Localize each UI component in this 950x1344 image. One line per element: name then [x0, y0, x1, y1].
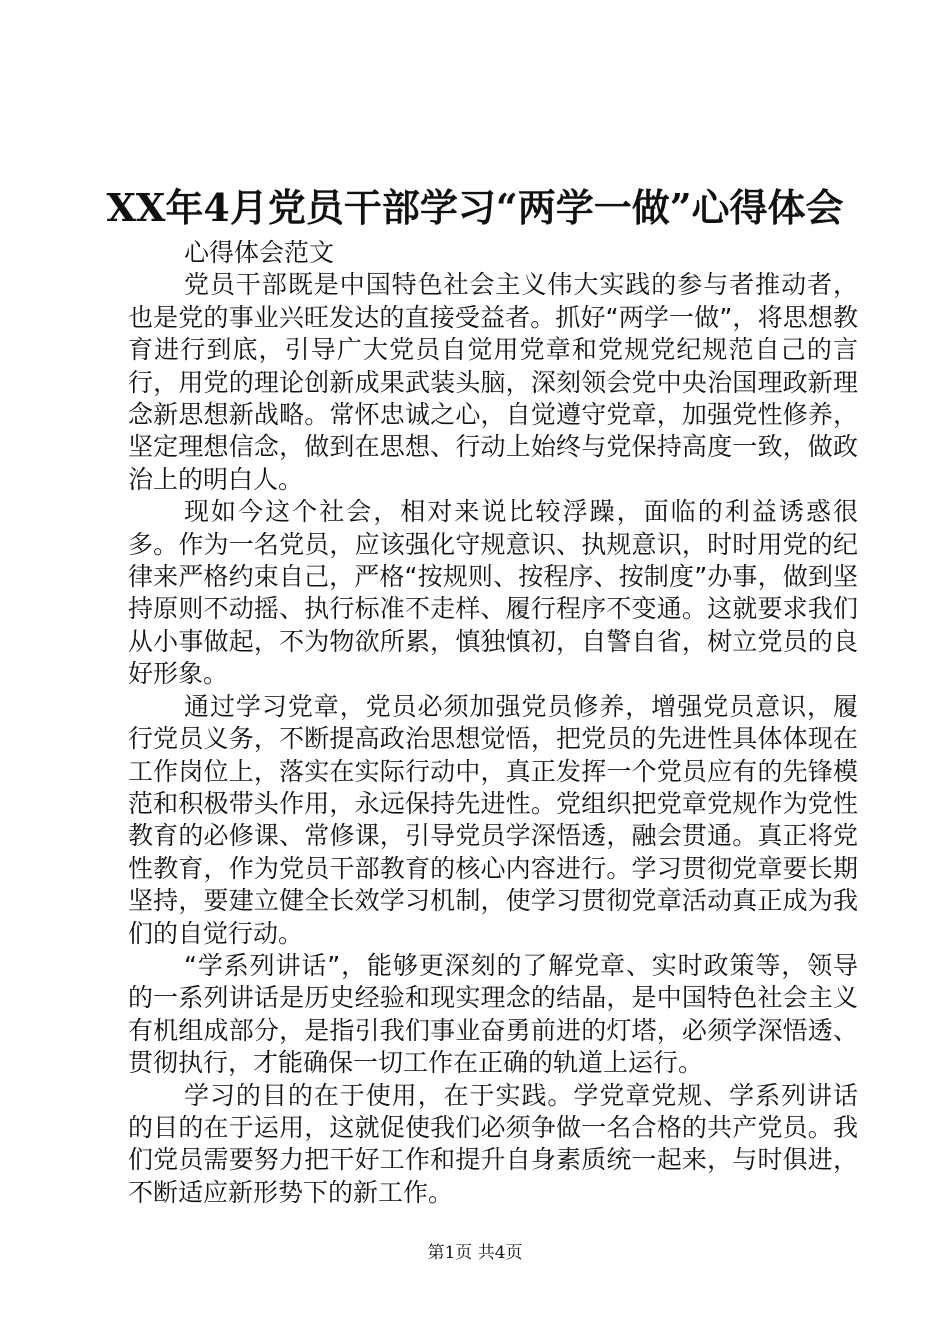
paragraph-5: 学习的目的在于使用，在于实践。学党章党规、学系列讲话的目的在于运用，这就促使我们必须争做一名合格的共产党员。我们党员需要努力把干好工作和提升自身素质统一起来，与时俱进，不断适应新形势下的新工作。 [128, 1080, 858, 1207]
paragraph-4: “学系列讲话”，能够更深刻的了解党章、实时政策等，领导的一系列讲话是历史经验和现实理念的结晶，是中国特色社会主义有机组成部分，是指引我们事业奋勇前进的灯塔，必须学深悟透、贯彻执行，才能确保一切工作在正确的轨道上运行。 [128, 950, 858, 1078]
page-number-footer: 第1页 共4页 [427, 1243, 523, 1263]
document-subtitle: 心得体会范文 [184, 238, 335, 267]
paragraph-1: 党员干部既是中国特色社会主义伟大实践的参与者推动者，也是党的事业兴旺发达的直接受益者。抓好“两学一做”，将思想教育进行到底，引导广大党员自觉用党章和党规党纪规范自己的言行，用党的理论创新成果武装头脑，深刻领会党中央治国理政新理念新思想新战略。常怀忠诚之心，自觉遵守党章，加强党性修养，坚定理想信念，做到在思想、行动上始终与党保持高度一致，做政治上的明白人。 [128, 270, 858, 494]
paragraph-3: 通过学习党章，党员必须加强党员修养，增强党员意识，履行党员义务，不断提高政治思想觉悟，把党员的先进性具体体现在工作岗位上，落实在实际行动中，真正发挥一个党员应有的先锋模范和积极带头作用，永远保持先进性。党组织把党章党规作为党性教育的必修课、常修课，引导党员学深悟透，融会贯通。真正将党性教育，作为党员干部教育的核心内容进行。学习贯彻党章要长期坚持，要建立健全长效学习机制，使学习贯彻党章活动真正成为我们的自觉行动。 [128, 691, 858, 948]
document-title: XX年4月党员干部学习“两学一做”心得体会 [106, 185, 844, 230]
document-body [128, 237, 858, 1209]
paragraph-2: 现如今这个社会，相对来说比较浮躁，面临的利益诱惑很多。作为一名党员，应该强化守规意识、执规意识，时时用党的纪律来严格约束自己，严格“按规则、按程序、按制度”办事，做到坚持原则不动摇、执行标准不走样、履行程序不变通。这就要求我们从小事做起，不为物欲所累，慎独慎初，自警自省，树立党员的良好形象。 [128, 497, 858, 689]
